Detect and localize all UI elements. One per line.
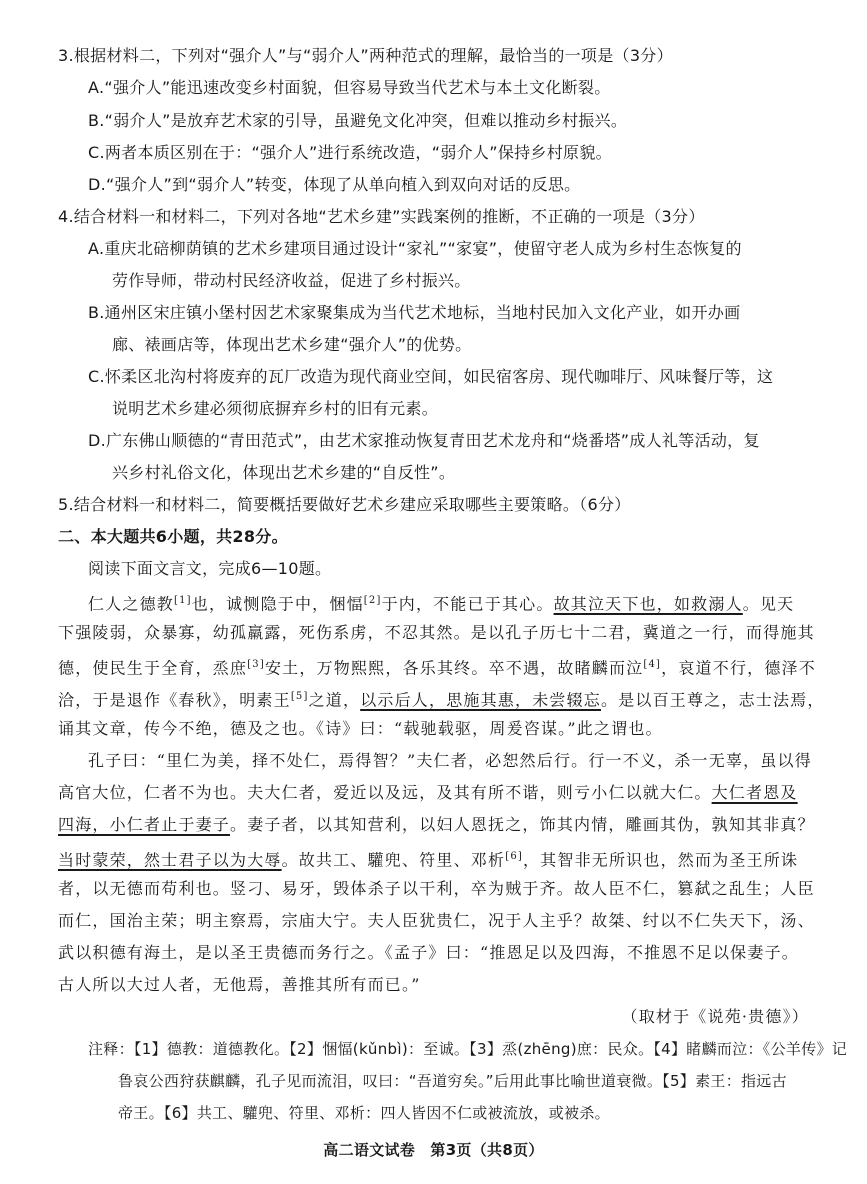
passage-p1-line1 — [88, 591, 794, 614]
passage-text: 高官大位，仁者不为也。夫大仁者，爱近以及远，及其有所不谐，则亏小仁以就大仁。 — [58, 783, 712, 802]
passage-p1-line2: 下强陵弱，众暴寡，幼孤羸露，死伤系虏，不忍其然。是以孔子历七十二君，冀道之一行，而得施其 — [58, 623, 815, 642]
passage-p2-line8: 古人所以大过人者，无他焉，善推其所有而已。” — [58, 975, 421, 994]
note-ref: [6] — [505, 851, 523, 862]
notes-line3: 帝王。【6】共工、驩兜、符里、邓析：四人皆因不仁或被流放，或被杀。 — [118, 1104, 610, 1122]
note-ref: [3] — [247, 659, 265, 670]
passage-text: 。妻子者，以其知营利，以妇人恩抚之，饰其内情，雕画其伪，孰知其非真？ — [230, 815, 815, 834]
underlined-sentence: 故其泣天下也，如救溺人 — [553, 594, 743, 614]
note-ref: [2] — [363, 595, 382, 606]
q4-option-c-line2: 说明艺术乡建必须彻底摒弃乡村的旧有元素。 — [112, 399, 439, 418]
passage-p1-line3 — [58, 655, 816, 678]
underlined-sentence: 四海，小仁者止于妻子 — [58, 815, 231, 834]
passage-p2-line6: 而仁，国治主荣；明主察焉，宗庙大宁。夫人臣犹贵仁，况于人主乎？故桀、纣以不仁失天下，汤、 — [58, 911, 815, 930]
passage-text: 仁人之德教 — [88, 594, 175, 614]
passage-p2-line3 — [58, 815, 815, 835]
q3-option-c: C.两者本质区别在于：“强介人”进行系统改造，“弱介人”保持乡村原貌。 — [88, 143, 612, 162]
passage-text: 也，诚恻隐于中，悃愊 — [191, 594, 364, 614]
q3-stem: 3.根据材料二，下列对“强介人”与“弱介人”两种范式的理解，最恰当的一项是（3分） — [58, 46, 673, 65]
q4-stem: 4.结合材料一和材料二，下列对各地“艺术乡建”实践案例的推断，不正确的一项是（3分） — [58, 207, 705, 226]
underlined-sentence: 大仁者恩及 — [711, 783, 798, 802]
passage-source: （取材于《说苑·贵德》） — [621, 1007, 809, 1026]
underlined-sentence: 以示后人，思施其惠，未尝辍忘 — [360, 690, 601, 710]
passage-p1-line4 — [58, 687, 825, 710]
note-ref: [4] — [643, 659, 662, 670]
note-ref: [5] — [290, 691, 309, 702]
underlined-sentence: 当时蒙荣，然士君子以为大辱 — [58, 850, 282, 870]
passage-p2-line4 — [58, 847, 798, 870]
q3-option-b: B.“弱介人”是放弃艺术家的引导，虽避免文化冲突，但难以推动乡村振兴。 — [88, 111, 628, 130]
q5-stem: 5.结合材料一和材料二，简要概括要做好艺术乡建应采取哪些主要策略。（6分） — [58, 495, 631, 514]
q4-option-a-line1: A.重庆北碚柳荫镇的艺术乡建项目通过设计“家礼”“家宴”，使留守老人成为乡村生态恢复的 — [88, 239, 742, 258]
passage-p2-line7: 武以积德有海土，是以圣王贵德而务行之。《孟子》曰：“推恩足以及四海，不推恩不足以保妻子。 — [58, 943, 799, 962]
passage-text: 。是以百王尊之，志士法焉， — [601, 690, 825, 710]
passage-p2-line5: 者，以无德而苟利也。竖刁、易牙，毁体杀子以干利，卒为贼于齐。故人臣不仁，篡弑之乱生；人臣 — [58, 879, 815, 898]
passage-text: 。故共工、驩兜、符里、邓析 — [281, 850, 506, 870]
q4-option-b-line1: B.通州区宋庄镇小堡村因艺术家聚集成为当代艺术地标，当地村民加入文化产业，如开办画 — [88, 303, 741, 322]
section2-heading: 二、本大题共6小题，共28分。 — [58, 527, 288, 546]
q4-option-d-line1: D.广东佛山顺德的“青田范式”，由艺术家推动恢复青田艺术龙舟和“烧番塔”成人礼等活动，复 — [88, 431, 760, 450]
q4-option-d-line2: 兴乡村礼俗文化，体现出艺术乡建的“自反性”。 — [112, 463, 456, 482]
passage-text: 安土，万物熙熙，各乐其终。卒不遇，故睹麟而泣 — [264, 658, 644, 678]
q3-option-d: D.“强介人”到“弱介人”转变，体现了从单向植入到双向对话的反思。 — [88, 175, 581, 194]
passage-text: ，哀道不行，德泽不 — [661, 658, 816, 678]
notes-line2: 鲁哀公西狩获麒麟，孔子见而流泪，叹曰：“吾道穷矣。”后用此事比喻世道衰微。【5】素王：指远古 — [118, 1072, 787, 1090]
q4-option-c-line1: C.怀柔区北沟村将废弃的瓦厂改造为现代商业空间，如民宿客房、现代咖啡厅、风味餐厅等，这 — [88, 367, 774, 386]
passage-p2-line2 — [58, 783, 798, 803]
passage-text: 于内，不能已于其心。 — [381, 594, 554, 614]
q4-option-a-line2: 劳作导师，带动村民经济收益，促进了乡村振兴。 — [112, 271, 471, 290]
q4-option-b-line2: 廊、裱画店等，体现出艺术乡建“强介人”的优势。 — [112, 335, 472, 354]
section2-intro: 阅读下面文言文，完成6—10题。 — [88, 559, 332, 578]
passage-text: 洽，于是退作《春秋》，明素王 — [58, 690, 291, 710]
page-footer: 高二语文试卷 第3页（共8页） — [323, 1141, 544, 1159]
passage-text: 之道， — [308, 690, 361, 710]
passage-text: 德，使民生于全育，烝庶 — [58, 658, 248, 678]
passage-p2-line1: 孔子曰：“里仁为美，择不处仁，焉得智？”夫仁者，必恕然后行。行一不义，杀一无辜，虽以得 — [88, 751, 812, 770]
q3-option-a: A.“强介人”能迅速改变乡村面貌，但容易导致当代艺术与本土文化断裂。 — [88, 78, 611, 97]
notes-line1: 注释：【1】德教：道德教化。【2】悃愊(kǔnbì)：至诚。【3】烝(zhēng)庶：民众。【4】睹麟而泣：《公羊传》记 — [88, 1040, 848, 1058]
passage-p1-line5: 诵其文章，传今不绝，德及之也。《诗》曰：“载驰载驱，周爰咨谋。”此之谓也。 — [58, 719, 663, 738]
passage-text: 。见天 — [742, 594, 795, 614]
note-ref: [1] — [174, 595, 192, 606]
passage-text: ，其智非无所识也，然而为圣王所诛 — [522, 850, 799, 870]
